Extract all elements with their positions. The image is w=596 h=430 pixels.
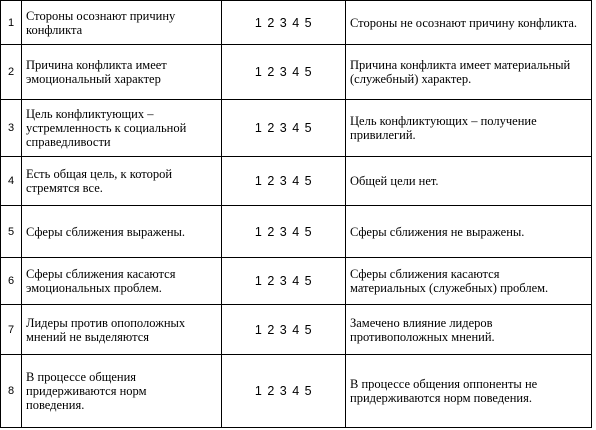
rating-scale: 1 2 3 4 5 — [222, 206, 346, 258]
row-number: 1 — [1, 1, 22, 45]
row-number: 8 — [1, 355, 22, 428]
right-statement: Причина конфликта имеет материальный (служебный) характер. — [346, 45, 592, 100]
rating-scale: 1 2 3 4 5 — [222, 258, 346, 305]
left-statement: Сферы сближения касаются эмоциональных проблем. — [22, 258, 222, 305]
row-number: 4 — [1, 157, 22, 206]
rating-scale: 1 2 3 4 5 — [222, 355, 346, 428]
left-statement: Причина конфликта имеет эмоциональный характер — [22, 45, 222, 100]
rating-scale: 1 2 3 4 5 — [222, 305, 346, 355]
rating-scale: 1 2 3 4 5 — [222, 157, 346, 206]
table-row — [1, 45, 592, 100]
right-statement: Общей цели нет. — [346, 157, 592, 206]
right-statement: Сферы сближения касаются материальных (служебных) проблем. — [346, 258, 592, 305]
row-number: 2 — [1, 45, 22, 100]
table-row — [1, 258, 592, 305]
right-statement: Сферы сближения не выражены. — [346, 206, 592, 258]
rating-scale: 1 2 3 4 5 — [222, 100, 346, 157]
rating-scale: 1 2 3 4 5 — [222, 45, 346, 100]
table-row — [1, 100, 592, 157]
left-statement: Лидеры против опоположных мнений не выделяются — [22, 305, 222, 355]
left-statement: Сферы сближения выражены. — [22, 206, 222, 258]
right-statement: В процессе общения оппоненты не придерживаются норм поведения. — [346, 355, 592, 428]
table-row — [1, 157, 592, 206]
left-statement: Цель конфликтующих – устремленность к социальной справедливости — [22, 100, 222, 157]
left-statement: Стороны осознают причину конфликта — [22, 1, 222, 45]
left-statement: Есть общая цель, к которой стремятся все. — [22, 157, 222, 206]
row-number: 6 — [1, 258, 22, 305]
row-number: 5 — [1, 206, 22, 258]
left-statement: В процессе общения придерживаются норм поведения. — [22, 355, 222, 428]
right-statement: Замечено влияние лидеров противоположных мнений. — [346, 305, 592, 355]
table-row — [1, 206, 592, 258]
right-statement: Цель конфликтующих – получение привилегий. — [346, 100, 592, 157]
row-number: 7 — [1, 305, 22, 355]
rating-scale: 1 2 3 4 5 — [222, 1, 346, 45]
row-number: 3 — [1, 100, 22, 157]
table-row — [1, 355, 592, 428]
table-row — [1, 1, 592, 45]
right-statement: Стороны не осознают причину конфликта. — [346, 1, 592, 45]
table-row — [1, 305, 592, 355]
